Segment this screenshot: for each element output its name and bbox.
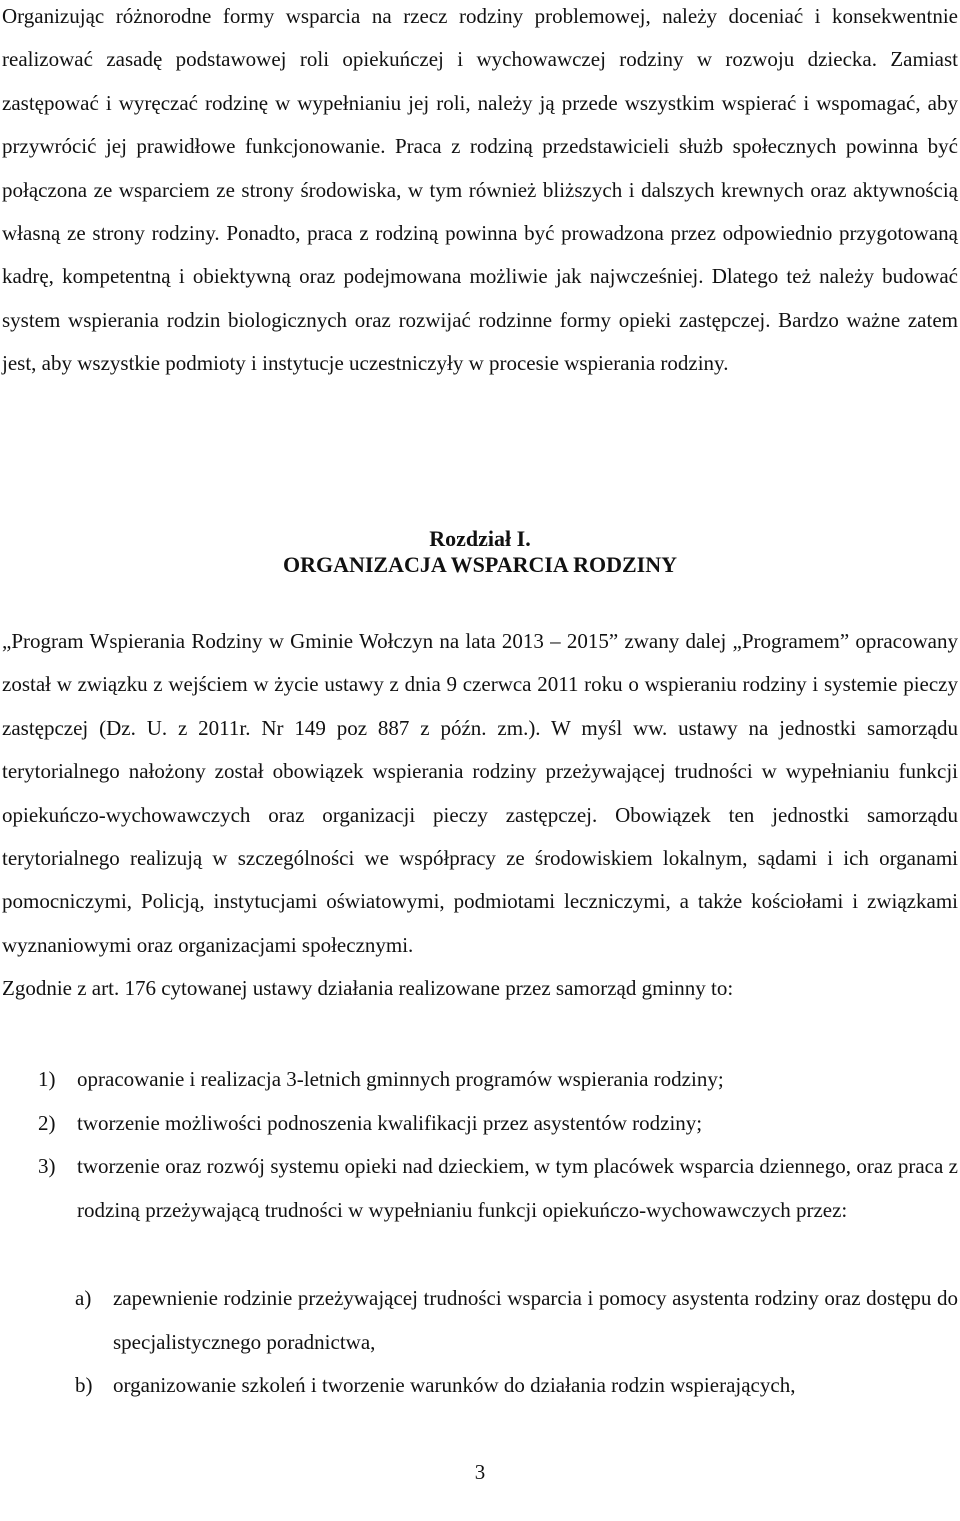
sub-list-item-text: zapewnienie rodzinie przeżywającej trudności wsparcia i pomocy asystenta rodziny oraz dostępu do specjalistycznego poradnictwa,: [113, 1286, 958, 1354]
intro-paragraph: Organizując różnorodne formy wsparcia na rzecz rodziny problemowej, należy doceniać i konsekwentnie realizować zasadę podstawowej roli opiekuńczej i wychowawczej rodziny w rozwoju dziecka. Zamiast zastępować i wyręczać rodzinę w wypełnianiu jej roli, należy ją przede wszystkim wspierać i wspomagać, aby przywrócić jej prawidłowe funkcjonowanie. Praca z rodziną przedstawicieli służb społecznych powinna być połączona ze wsparciem ze strony środowiska, w tym również bliższych i dalszych krewnych oraz aktywnością własną ze strony rodziny. Ponadto, praca z rodziną powinna być prowadzona przez odpowiednio przygotowaną kadrę, kompetentną i obiektywną oraz podejmowana możliwie jak najwcześniej. Dlatego też należy budować system wspierania rodzin biologicznych oraz rozwijać rodzinne formy opieki zastępczej. Bardzo ważne zatem jest, aby wszystkie podmioty i instytucje uczestniczyły w procesie wspierania rodziny.: [2, 4, 958, 376]
sub-list-marker: b): [75, 1373, 93, 1397]
list-item: [38, 1145, 958, 1232]
list-marker: 3): [38, 1154, 56, 1178]
list-marker: 1): [38, 1067, 56, 1091]
sub-list-marker: a): [75, 1286, 92, 1310]
sub-list-item: [75, 1277, 958, 1364]
list-item: [38, 1058, 958, 1102]
page-number: 3: [474, 1460, 486, 1484]
art-intro: Zgodnie z art. 176 cytowanej ustawy działania realizowane przez samorząd gminny to:: [2, 976, 734, 1001]
program-paragraph: [2, 620, 958, 1011]
sub-list-item: [75, 1364, 958, 1408]
list-item-text: tworzenie oraz rozwój systemu opieki nad dzieckiem, w tym placówek wsparcia dziennego, oraz praca z rodziną przeżywającą trudności w wypełnianiu funkcji opiekuńczo-wychowawczych przez:: [77, 1154, 958, 1222]
list-marker: 2): [38, 1111, 56, 1135]
list-item-text: opracowanie i realizacja 3-letnich gminnych programów wspierania rodziny;: [77, 1067, 724, 1091]
list-item: [38, 1102, 958, 1146]
chapter-label: Rozdział I.: [429, 526, 531, 551]
program-text: „Program Wspierania Rodziny w Gminie Wołczyn na lata 2013 – 2015” zwany dalej „Programem” opracowany został w związku z wejściem w życie ustawy z dnia 9 czerwca 2011 roku o wspieraniu rodziny i systemie pieczy zastępczej (Dz. U. z 2011r. Nr 149 poz 887 z późn. zm.). W myśl ww. ustawy na jednostki samorządu terytorialnego nałożony został obowiązek wspierania rodziny przeżywającej trudności w wypełnianiu funkcji opiekuńczo-wychowawczych oraz organizacji pieczy zastępczej. Obowiązek ten jednostki samorządu terytorialnego realizują w szczególności we współpracy ze środowiskiem lokalnym, sądami i ich organami pomocniczymi, Policją, instytucjami oświatowymi, podmiotami leczniczymi, a także kościołami i związkami wyznaniowymi oraz organizacjami społecznymi.: [2, 629, 958, 957]
list-item-text: tworzenie możliwości podnoszenia kwalifikacji przez asystentów rodziny;: [77, 1111, 703, 1135]
sub-list-item-text: organizowanie szkoleń i tworzenie warunków do działania rodzin wspierających,: [113, 1373, 796, 1397]
chapter-title: ORGANIZACJA WSPARCIA RODZINY: [282, 552, 677, 577]
